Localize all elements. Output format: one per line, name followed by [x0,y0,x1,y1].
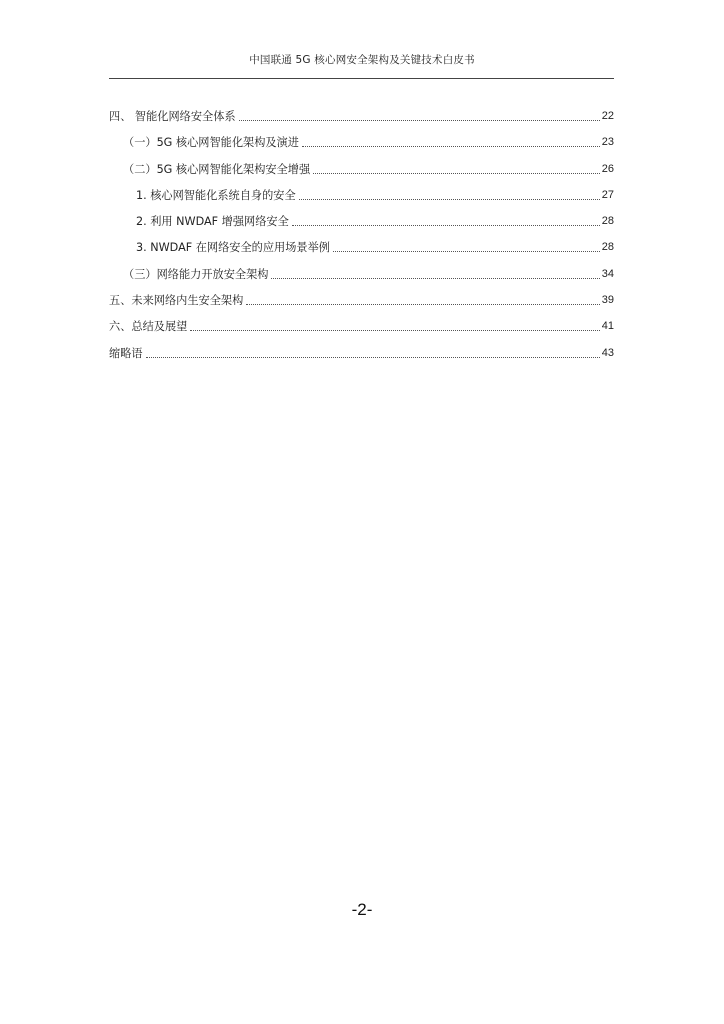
toc-entry-title: 缩略语 [109,346,143,360]
toc-entry-title: 3. NWDAF 在网络安全的应用场景举例 [136,241,330,255]
table-of-contents [109,106,614,361]
toc-leader-dots [246,304,599,305]
toc-entry-page: 22 [601,110,614,122]
toc-entry-title: 四、 智能化网络安全体系 [109,110,236,123]
toc-entry-page: 34 [601,267,614,280]
toc-entry[interactable] [109,124,614,150]
toc-entry[interactable] [109,106,614,124]
toc-entry-title: 2. 利用 NWDAF 增强网络安全 [136,215,289,229]
toc-leader-dots [299,199,600,200]
toc-leader-dots [146,357,600,358]
toc-entry-page: 39 [601,294,614,307]
toc-leader-dots [239,120,600,121]
toc-entry-title: 六、总结及展望 [109,320,188,334]
toc-entry-page: 41 [601,320,614,333]
toc-entry[interactable] [109,255,614,281]
toc-entry[interactable] [109,203,614,229]
toc-entry-title: 五、未来网络内生安全架构 [109,294,244,308]
page-number: -2- [351,900,373,919]
toc-entry-page: 43 [601,346,614,359]
toc-leader-dots [292,225,600,226]
toc-entry[interactable] [109,150,614,176]
toc-leader-dots [313,173,600,174]
toc-entry-page: 27 [601,188,614,201]
toc-entry-title: （二）5G 核心网智能化架构安全增强 [123,162,311,176]
toc-entry-page: 28 [601,215,614,228]
toc-entry[interactable] [109,282,614,308]
toc-entry-page: 23 [601,136,614,149]
toc-leader-dots [333,251,600,252]
toc-entry-title: （一）5G 核心网智能化架构及演进 [123,136,299,150]
toc-entry-page: 28 [601,241,614,254]
running-header: 中国联通 5G 核心网安全架构及关键技术白皮书 [249,54,475,66]
toc-entry[interactable] [109,334,614,360]
header-divider [109,78,614,79]
toc-leader-dots [302,146,600,147]
toc-entry-title: （三）网络能力开放安全架构 [123,267,269,281]
toc-entry[interactable] [109,308,614,334]
toc-entry[interactable] [109,229,614,255]
toc-entry-title: 1. 核心网智能化系统自身的安全 [136,188,296,202]
toc-entry[interactable] [109,177,614,203]
toc-leader-dots [271,278,599,279]
toc-entry-page: 26 [601,162,614,175]
toc-leader-dots [190,330,599,331]
